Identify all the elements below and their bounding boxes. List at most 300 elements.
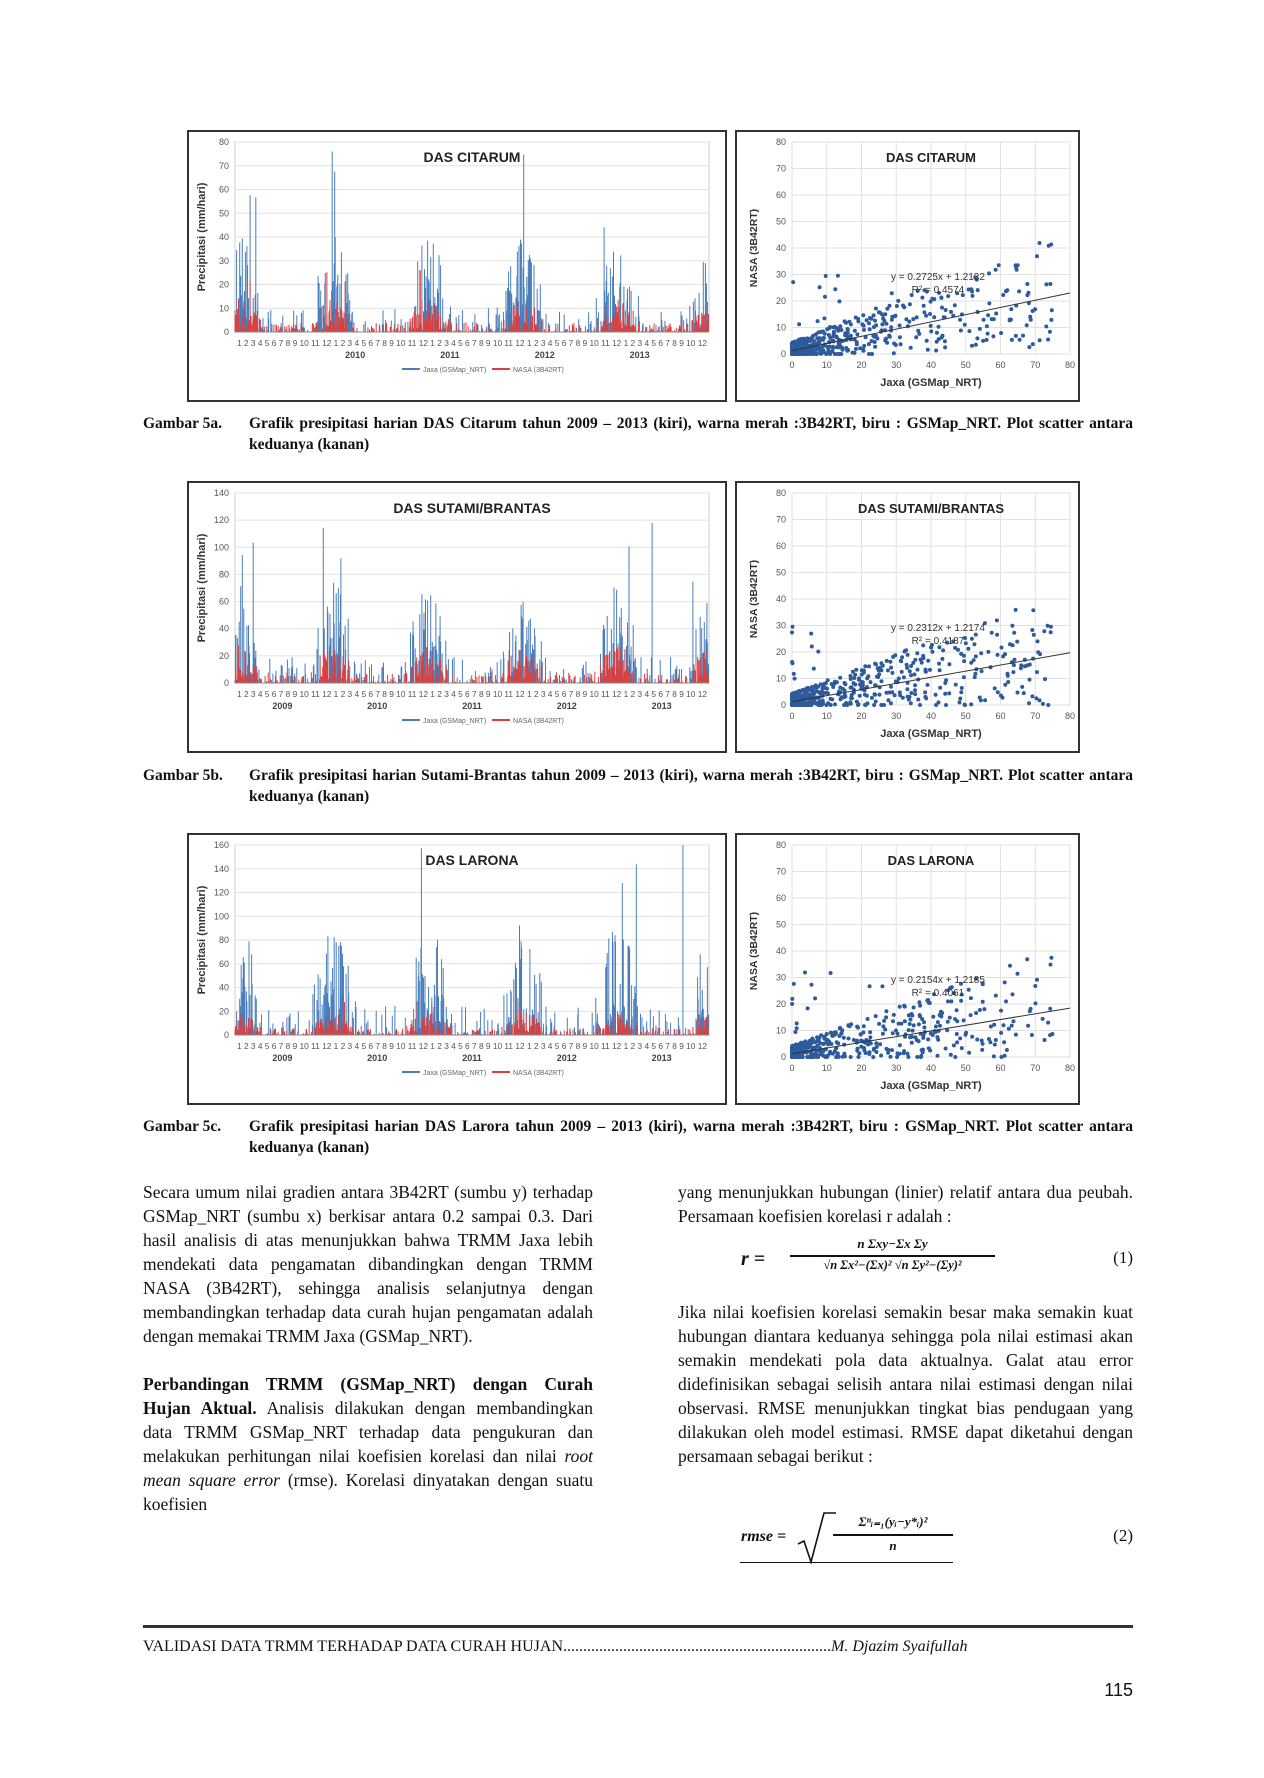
data-point (818, 330, 822, 334)
data-point (813, 996, 817, 1000)
timeseries-chart-citarum (187, 130, 727, 402)
data-point (870, 696, 874, 700)
data-point (1003, 980, 1007, 984)
data-point (889, 685, 893, 689)
data-point (856, 702, 860, 706)
data-point (904, 648, 908, 652)
data-point (1018, 338, 1022, 342)
data-point (905, 687, 909, 691)
data-point (834, 1030, 838, 1034)
data-point (987, 1037, 991, 1041)
data-point (906, 653, 910, 657)
data-point (947, 662, 951, 666)
data-point (1046, 703, 1050, 707)
year-label: 2009 (272, 701, 293, 711)
data-point (908, 1022, 912, 1026)
data-point (880, 322, 884, 326)
data-point (1038, 652, 1042, 656)
data-point (790, 660, 794, 664)
trendline-equation: y = 0.2154x + 1.2185 (890, 974, 985, 986)
data-point (912, 1023, 916, 1027)
data-point (862, 1024, 866, 1028)
data-point (911, 661, 915, 665)
chart-title: DAS LARONA (425, 852, 519, 868)
x-tick-label: 40 (925, 711, 937, 721)
y-axis-label: Precipitasi (mm/hari) (196, 533, 208, 643)
data-point (974, 1011, 978, 1015)
data-point (1009, 307, 1013, 311)
data-point (922, 1020, 926, 1024)
y-tick-label: 60 (218, 958, 229, 969)
data-point (909, 701, 913, 705)
y-tick-label: 70 (775, 163, 786, 174)
y-tick-label: 100 (213, 911, 229, 922)
data-point (926, 1037, 930, 1041)
data-point (862, 669, 866, 673)
y-tick-label: 50 (775, 567, 786, 578)
data-point (970, 637, 974, 641)
data-point (831, 1052, 835, 1056)
data-point (873, 693, 877, 697)
data-point (835, 680, 839, 684)
data-point (846, 335, 850, 339)
data-point (855, 1049, 859, 1053)
data-point (946, 1020, 950, 1024)
data-point (790, 997, 794, 1001)
y-tick-label: 30 (775, 620, 786, 631)
data-point (1022, 691, 1026, 695)
data-point (884, 337, 888, 341)
data-point (798, 694, 802, 698)
data-point (978, 327, 982, 331)
year-label: 2013 (651, 1053, 672, 1063)
data-point (932, 315, 936, 319)
data-point (854, 668, 858, 672)
data-point (812, 1046, 816, 1050)
data-point (1011, 670, 1015, 674)
data-point (916, 698, 920, 702)
data-point (1004, 289, 1008, 293)
y-tick-label: 0 (223, 678, 229, 688)
x-tick-label: 10 (821, 360, 832, 370)
data-point (896, 1051, 900, 1055)
data-point (847, 1023, 851, 1027)
data-point (940, 336, 944, 340)
y-tick-label: 40 (218, 232, 229, 242)
data-point (838, 1026, 842, 1030)
data-point (934, 349, 938, 353)
data-point (843, 1054, 847, 1058)
data-point (938, 668, 942, 672)
data-point (833, 702, 837, 706)
data-point (1048, 1007, 1052, 1011)
data-point (949, 1053, 953, 1057)
data-point (901, 696, 905, 700)
data-point (822, 1042, 826, 1046)
data-point (999, 1009, 1003, 1013)
data-point (860, 685, 864, 689)
data-point (852, 676, 856, 680)
data-point (859, 1045, 863, 1049)
data-point (874, 307, 878, 311)
data-point (959, 690, 963, 694)
data-point (1042, 629, 1046, 633)
y-axis-label: NASA (3B42RT) (748, 911, 760, 991)
data-point (934, 1025, 938, 1029)
data-point (1027, 291, 1031, 295)
data-point (976, 288, 980, 292)
data-point (999, 331, 1003, 335)
data-point (902, 1004, 906, 1008)
y-tick-label: 20 (775, 647, 786, 657)
data-point (979, 651, 983, 655)
legend-label-nasa: NASA (3B42RT) (513, 1070, 564, 1077)
data-point (857, 676, 861, 680)
data-point (1010, 338, 1014, 342)
right-column-cont (678, 1300, 1133, 1468)
data-point (914, 335, 918, 339)
data-point (986, 313, 990, 317)
data-point (992, 317, 996, 321)
data-point (1002, 1040, 1006, 1044)
data-point (1031, 309, 1035, 313)
data-point (935, 1035, 939, 1039)
data-point (908, 302, 912, 306)
data-point (944, 703, 948, 707)
data-point (963, 703, 967, 707)
data-point (953, 1017, 957, 1021)
data-point (874, 1041, 878, 1045)
data-point (1049, 630, 1053, 634)
data-point (809, 337, 813, 341)
data-point (913, 683, 917, 687)
data-point (972, 642, 976, 646)
data-point (1011, 992, 1015, 996)
data-point (1015, 640, 1019, 644)
data-point (1038, 338, 1042, 342)
fraction-bar (790, 1255, 995, 1257)
caption-label: Gambar 5a. (143, 415, 222, 432)
data-point (857, 1055, 861, 1059)
equation-rmse (678, 1510, 1133, 1566)
data-point (913, 692, 917, 696)
paragraph-comparison (143, 1372, 593, 1516)
y-tick-label: 30 (775, 269, 786, 280)
data-point (1020, 685, 1024, 689)
data-point (838, 352, 842, 356)
data-point (797, 689, 801, 693)
x-axis-label: Jaxa (GSMap_NRT) (880, 728, 982, 740)
data-point (959, 329, 963, 333)
data-point (790, 1002, 794, 1006)
data-point (1008, 642, 1012, 646)
data-point (884, 1015, 888, 1019)
y-tick-label: 70 (775, 514, 786, 525)
data-point (836, 274, 840, 278)
data-point (861, 347, 865, 351)
data-point (967, 1051, 971, 1055)
x-tick-label: 80 (1064, 360, 1076, 370)
data-point (820, 702, 824, 706)
data-point (814, 1051, 818, 1055)
data-point (996, 653, 1000, 657)
y-tick-label: 120 (213, 515, 229, 526)
data-point (906, 1055, 910, 1059)
data-point (877, 1022, 881, 1026)
data-point (959, 999, 963, 1003)
data-point (996, 690, 1000, 694)
data-point (802, 337, 806, 341)
data-point (960, 1046, 964, 1050)
x-tick-label: 40 (925, 1063, 937, 1073)
eq2-lhs: rmse = (741, 1528, 787, 1545)
data-point (916, 668, 920, 672)
data-point (1029, 318, 1033, 322)
data-point (792, 345, 796, 349)
data-point (866, 1043, 870, 1047)
y-tick-label: 80 (218, 935, 229, 945)
data-point (943, 692, 947, 696)
y-tick-label: 50 (775, 919, 786, 930)
data-point (1010, 1024, 1014, 1028)
y-tick-label: 20 (775, 296, 786, 306)
data-point (896, 1032, 900, 1036)
data-point (867, 664, 871, 668)
data-point (1030, 1033, 1034, 1037)
caption-text: Grafik presipitasi harian Sutami-Brantas tahun 2009 – 2013 (kiri), warna merah :3B42RT, biru : GSMap_NRT. Plot scatter antara keduanya (kanan) (249, 767, 1133, 805)
data-point (954, 683, 958, 687)
data-point (879, 1054, 883, 1058)
data-point (1000, 646, 1004, 650)
data-point (926, 659, 930, 663)
data-point (958, 318, 962, 322)
data-point (866, 1017, 870, 1021)
data-point (917, 1000, 921, 1004)
data-point (868, 1050, 872, 1054)
data-point (982, 1007, 986, 1011)
data-point (867, 342, 871, 346)
italic-term: root mean square error (143, 1446, 593, 1490)
y-tick-label: 80 (775, 840, 786, 850)
data-point (878, 693, 882, 697)
data-point (829, 971, 833, 975)
x-tick-label: 80 (1064, 1063, 1076, 1073)
data-point (850, 696, 854, 700)
data-point (936, 1054, 940, 1058)
data-point (890, 671, 894, 675)
data-point (1049, 243, 1053, 247)
data-point (1038, 698, 1042, 702)
x-tick-label: 80 (1064, 711, 1076, 721)
y-axis-label: Precipitasi (mm/hari) (196, 182, 208, 292)
chart-title: DAS CITARUM (885, 150, 977, 165)
data-point (960, 686, 964, 690)
data-point (1016, 972, 1020, 976)
page-number: 115 (1104, 1680, 1133, 1700)
data-point (909, 691, 913, 695)
data-point (935, 331, 939, 335)
data-point (978, 1008, 982, 1012)
data-point (929, 324, 933, 328)
data-point (973, 672, 977, 676)
data-point (949, 999, 953, 1003)
data-point (1049, 963, 1053, 967)
data-point (963, 323, 967, 327)
data-point (879, 661, 883, 665)
data-point (915, 315, 919, 319)
data-point (896, 299, 900, 303)
data-point (873, 345, 877, 349)
data-point (915, 651, 919, 655)
data-point (902, 675, 906, 679)
data-point (1025, 282, 1029, 286)
data-point (944, 308, 948, 312)
data-point (930, 650, 934, 654)
data-point (941, 648, 945, 652)
data-point (940, 306, 944, 310)
data-point (1046, 338, 1050, 342)
data-point (849, 686, 853, 690)
data-point (1014, 334, 1018, 338)
data-point (872, 1048, 876, 1052)
footer-rule (143, 1625, 1133, 1628)
y-tick-label: 10 (775, 673, 786, 684)
y-tick-label: 40 (775, 594, 786, 604)
r-squared: R² = 0.4187 (911, 636, 965, 648)
data-point (940, 1011, 944, 1015)
x-tick-label: 30 (891, 360, 902, 370)
data-point (818, 351, 822, 355)
footer-title: VALIDASI DATA TRMM TERHADAP DATA CURAH HUJAN (143, 1638, 563, 1655)
data-point (862, 1048, 866, 1052)
data-point (790, 1055, 794, 1059)
x-axis-label: Jaxa (GSMap_NRT) (880, 377, 982, 389)
data-point (974, 343, 978, 347)
x-tick-label: 70 (1030, 360, 1041, 370)
data-point (868, 316, 872, 320)
data-point (847, 1037, 851, 1041)
data-point (981, 1042, 985, 1046)
data-point (868, 1035, 872, 1039)
data-point (824, 691, 828, 695)
data-point (948, 1016, 952, 1020)
data-point (944, 1047, 948, 1051)
data-point (962, 654, 966, 658)
data-point (1030, 694, 1034, 698)
data-point (805, 1055, 809, 1059)
running-footer (143, 1638, 1133, 1656)
data-point (886, 668, 890, 672)
eq2-number: (2) (1113, 1526, 1133, 1545)
data-point (874, 1014, 878, 1018)
y-tick-label: 80 (218, 569, 229, 580)
data-point (1048, 282, 1052, 286)
data-point (949, 310, 953, 314)
data-point (921, 1050, 925, 1054)
data-point (971, 294, 975, 298)
y-tick-label: 0 (780, 349, 786, 359)
data-point (866, 701, 870, 705)
data-point (905, 666, 909, 670)
data-point (1005, 1048, 1009, 1052)
data-point (815, 1035, 819, 1039)
x-tick-label: 60 (995, 360, 1006, 370)
data-point (812, 1055, 816, 1059)
x-tick-labels: 1 2 3 4 5 6 7 8 9 10 11 12 1 2 3 4 5 6 7 8 9 10 11 12 1 2 3 4 5 6 7 8 9 10 11 12 1 2 3 4 5 6 7 8 9 10 11 12 1 2 3 4 5 6 7 8 9 10 12 (237, 1042, 708, 1051)
data-point (810, 645, 814, 649)
data-point (1017, 289, 1021, 293)
data-point (1002, 1023, 1006, 1027)
data-point (800, 1045, 804, 1049)
y-tick-label: 60 (775, 541, 786, 551)
data-point (940, 657, 944, 661)
data-point (853, 683, 857, 687)
data-point (929, 329, 933, 333)
data-point (918, 1004, 922, 1008)
data-point (827, 349, 831, 353)
y-tick-label: 10 (775, 1025, 786, 1036)
data-point (828, 345, 832, 349)
data-point (805, 1042, 809, 1046)
data-point (829, 1031, 833, 1035)
data-point (994, 994, 998, 998)
data-point (862, 328, 866, 332)
data-point (791, 625, 795, 629)
data-point (790, 703, 794, 707)
y-axis-label: Precipitasi (mm/hari) (196, 885, 208, 995)
data-point (982, 318, 986, 322)
data-point (958, 700, 962, 704)
y-tick-label: 50 (775, 216, 786, 227)
y-tick-label: 40 (218, 623, 229, 634)
y-tick-label: 30 (775, 972, 786, 983)
data-point (1003, 683, 1007, 687)
data-point (822, 316, 826, 320)
data-point (1028, 678, 1032, 682)
data-point (822, 1035, 826, 1039)
data-point (1036, 639, 1040, 643)
data-point (913, 688, 917, 692)
data-point (974, 654, 978, 658)
y-tick-label: 20 (218, 1006, 229, 1017)
data-point (845, 349, 849, 353)
data-point (913, 1035, 917, 1039)
y-tick-label: 100 (213, 542, 229, 553)
y-tick-label: 20 (218, 650, 229, 661)
data-point (892, 351, 896, 355)
data-point (793, 677, 797, 681)
data-point (829, 697, 833, 701)
data-point (899, 342, 903, 346)
paragraph-text: Analisis dilakukan dengan membandingkan data TRMM GSMap_NRT terhadap data pengukuran dan melakukan perhitungan nilai koefisien korelasi dan nilai (143, 1398, 594, 1466)
data-point (969, 1013, 973, 1017)
x-tick-label: 0 (789, 360, 795, 370)
data-point (851, 351, 855, 355)
data-point (1004, 999, 1008, 1003)
data-point (856, 317, 860, 321)
data-point (962, 675, 966, 679)
data-point (932, 297, 936, 301)
data-point (843, 331, 847, 335)
y-tick-label: 10 (775, 322, 786, 333)
data-point (908, 669, 912, 673)
data-point (833, 352, 837, 356)
y-tick-label: 20 (775, 999, 786, 1009)
year-label: 2013 (629, 350, 650, 360)
data-point (947, 691, 951, 695)
trendline-equation: y = 0.2312x + 1.2174 (890, 622, 985, 634)
data-point (818, 285, 822, 289)
